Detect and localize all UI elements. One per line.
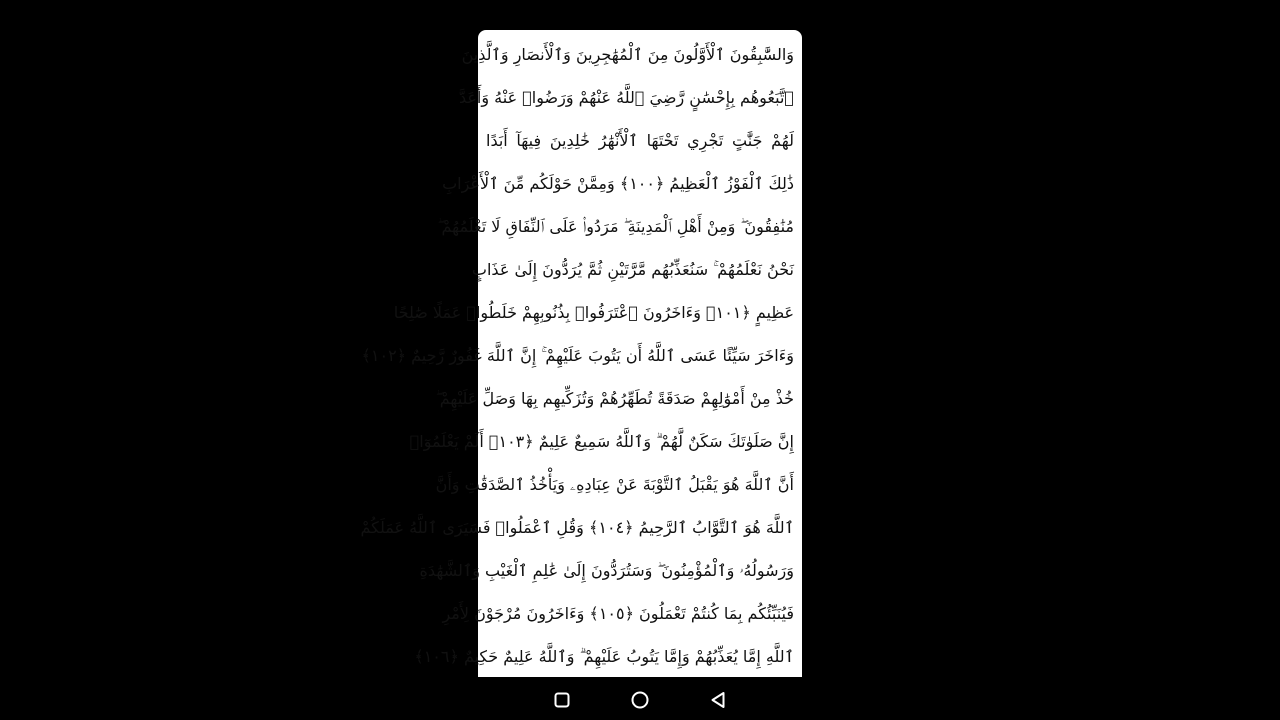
verse-line: خُذْ مِنْ أَمْوَٰلِهِمْ صَدَقَةً تُطَهِّرُهُمْ وَتُزَكِّيهِم بِهَا وَصَلِّ عَلَيْهِمْ ۖ <box>435 389 794 408</box>
circle-icon <box>631 691 649 709</box>
recents-button[interactable] <box>548 686 576 714</box>
verse-line: ذَٰلِكَ ٱلْفَوْزُ ٱلْعَظِيمُ ﴿١٠٠﴾ وَمِمَّنْ حَوْلَكُم مِّنَ ٱلْأَعْرَابِ <box>442 174 794 193</box>
verse-lines <box>360 38 802 674</box>
home-button[interactable] <box>626 686 654 714</box>
back-button[interactable] <box>704 686 732 714</box>
square-icon <box>554 692 570 708</box>
verse-line: إِنَّ صَلَوٰتَكَ سَكَنٌ لَّهُمْ ۗ وَٱللَّهُ سَمِيعٌ عَلِيمٌ ﴿١٠٣﴾ أَلَمْ يَعْلَمُوٓا۟ <box>409 432 794 451</box>
navigation-bar <box>478 678 802 720</box>
verse-line: وَالسَّٰبِقُونَ ٱلْأَوَّلُونَ مِنَ ٱلْمُهَٰجِرِينَ وَٱلْأَنصَارِ وَٱلَّذِينَ <box>461 45 794 64</box>
verse-line: نَحْنُ نَعْلَمُهُمْ ۚ سَنُعَذِّبُهُم مَّرَّتَيْنِ ثُمَّ يُرَدُّونَ إِلَىٰ عَذَابٍ <box>471 260 794 279</box>
verse-line: أَنَّ ٱللَّهَ هُوَ يَقْبَلُ ٱلتَّوْبَةَ عَنْ عِبَادِهِۦ وَيَأْخُذُ ٱلصَّدَقَٰتِ وَأَنَّ <box>435 475 794 494</box>
verse-line: مُنَٰفِقُونَ ۖ وَمِنْ أَهْلِ ٱلْمَدِينَةِ ۖ مَرَدُوا۟ عَلَى ٱلنِّفَاقِ لَا تَعْلَمُهُمْ ۖ <box>437 217 794 236</box>
triangle-back-icon <box>710 691 726 709</box>
verse-line: عَظِيمٍ ﴿١٠١﴾ وَءَاخَرُونَ ٱعْتَرَفُوا۟ بِذُنُوبِهِمْ خَلَطُوا۟ عَمَلًا صَٰلِحًا <box>393 303 794 322</box>
verse-line: ٱللَّهِ إِمَّا يُعَذِّبُهُمْ وَإِمَّا يَتُوبُ عَلَيْهِمْ ۗ وَٱللَّهُ عَلِيمٌ حَكِيمٌ ﴿١٠٦﴾ <box>414 647 794 666</box>
verse-line: ٱللَّهَ هُوَ ٱلتَّوَّابُ ٱلرَّحِيمُ ﴿١٠٤﴾ وَقُلِ ٱعْمَلُوا۟ فَسَيَرَى ٱللَّهُ عَمَلَكُمْ <box>360 518 794 537</box>
verse-line: وَءَاخَرَ سَيِّئًا عَسَى ٱللَّهُ أَن يَتُوبَ عَلَيْهِمْ ۚ إِنَّ ٱللَّهَ غَفُورٌ رَّحِيمٌ ﴿١٠٢﴾ <box>361 346 794 365</box>
verse-line: وَرَسُولُهُۥ وَٱلْمُؤْمِنُونَ ۖ وَسَتُرَدُّونَ إِلَىٰ عَٰلِمِ ٱلْغَيْبِ وَٱلشَّهَٰدَةِ <box>419 561 794 580</box>
verse-line: فَيُنَبِّئُكُم بِمَا كُنتُمْ تَعْمَلُونَ ﴿١٠٥﴾ وَءَاخَرُونَ مُرْجَوْنَ لِأَمْرِ <box>442 604 794 623</box>
verse-line: لَهُمْ جَنَّٰتٍ تَجْرِي تَحْتَهَا ٱلْأَنْهَٰرُ خَٰلِدِينَ فِيهَآ أَبَدًا <box>486 131 794 150</box>
quran-page[interactable] <box>360 30 802 677</box>
verse-line: ٱتَّبَعُوهُم بِإِحْسَٰنٍ رَّضِيَ ٱللَّهُ عَنْهُمْ وَرَضُوا۟ عَنْهُ وَأَعَدَّ <box>458 88 794 107</box>
